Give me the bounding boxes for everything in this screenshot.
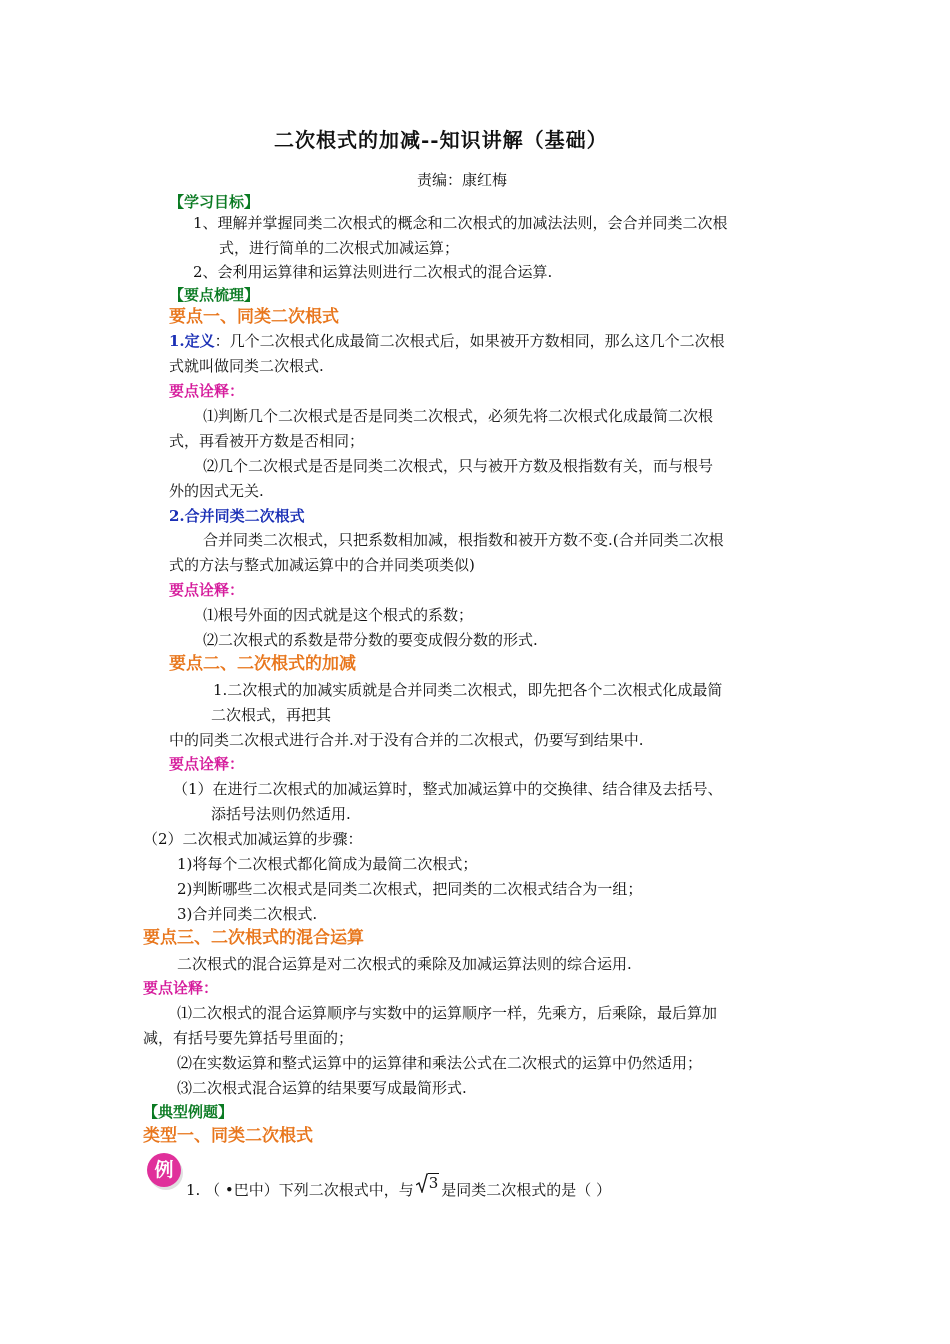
- note-4c: ⑶二次根式混合运算的结果要写成最简形式.: [177, 1079, 467, 1097]
- editor-line: 责编：康红梅: [417, 171, 508, 189]
- note-4a-line-2: 减，有括号要先算括号里面的；: [143, 1029, 354, 1047]
- note-label-3: 要点诠释：: [169, 755, 245, 773]
- merge-heading: 2.合并同类二次根式: [169, 507, 305, 525]
- note-3b: （2）二次根式加减运算的步骤：: [143, 830, 363, 848]
- note-4b: ⑵在实数运算和整式运算中的运算律和乘法公式在二次根式的运算中仍然适用；: [177, 1054, 703, 1072]
- step-3: 3)合并同类二次根式.: [177, 905, 318, 923]
- note-3a-line-2: 添括号法则仍然适用.: [211, 805, 351, 823]
- note-2a: ⑴根号外面的因式就是这个根式的系数；: [203, 606, 474, 624]
- section-key-points: 【要点梳理】: [169, 286, 260, 304]
- sqrt-3-expression: [416, 1173, 440, 1193]
- type-1-heading: 类型一、同类二次根式: [143, 1126, 313, 1146]
- goal-1-line-2: 式，进行简单的二次根式加减运算；: [219, 239, 460, 257]
- step-1: 1)将每个二次根式都化简成为最简二次根式；: [177, 855, 478, 873]
- note-2b: ⑵二次根式的系数是带分数的要变成假分数的形式.: [203, 631, 538, 649]
- goal-1-line-1: 1、理解并掌握同类二次根式的概念和二次根式的加减法法则，会合并同类二次根: [193, 214, 728, 232]
- definition-text: ：几个二次根式化成最简二次根式后，如果被开方数相同，那么这几个二次根: [214, 332, 725, 350]
- note-1b-line-1: ⑵几个二次根式是否是同类二次根式，只与被开方数及根指数有关，而与根号: [203, 457, 714, 475]
- point-2-line-1: 1.二次根式的加减实质就是合并同类二次根式，即先把各个二次根式化成最简: [213, 681, 723, 699]
- point-1-heading: 要点一、同类二次根式: [169, 307, 339, 327]
- step-2: 2)判断哪些二次根式是同类二次根式，把同类的二次根式结合为一组；: [177, 880, 643, 898]
- note-1a-line-1: ⑴判断几个二次根式是否是同类二次根式，必须先将二次根式化成最简二次根: [203, 407, 714, 425]
- note-label-2: 要点诠释：: [169, 581, 245, 599]
- note-label-1: 要点诠释：: [169, 382, 245, 400]
- goal-2: 2、会利用运算律和运算法则进行二次根式的混合运算.: [193, 263, 553, 281]
- point-2-line-3: 中的同类二次根式进行合并.对于没有合并的二次根式，仍要写到结果中.: [169, 731, 644, 749]
- definition-label: 1.定义: [169, 332, 215, 350]
- point-2-heading: 要点二、二次根式的加减: [169, 654, 356, 674]
- page-title: 二次根式的加减--知识讲解（基础）: [274, 128, 608, 152]
- definition-line-1: [169, 331, 725, 351]
- merge-line-1: 合并同类二次根式，只把系数相加减，根指数和被开方数不变.(合并同类二次根: [203, 531, 724, 549]
- question-1-suffix: 是同类二次根式的是（ ）: [441, 1181, 612, 1199]
- question-1-prefix: 1. （ •巴中）下列二次根式中，与: [186, 1181, 414, 1199]
- point-3-heading: 要点三、二次根式的混合运算: [143, 928, 364, 948]
- section-learning-goals: 【学习目标】: [169, 193, 260, 211]
- question-1: [186, 1174, 612, 1200]
- note-1a-line-2: 式，再看被开方数是否相同；: [169, 432, 365, 450]
- note-label-4: 要点诠释：: [143, 979, 219, 997]
- sqrt-radicand: 3: [428, 1174, 439, 1192]
- note-4a-line-1: ⑴二次根式的混合运算顺序与实数中的运算顺序一样，先乘方，后乘除，最后算加: [177, 1004, 718, 1022]
- section-typical-examples: 【典型例题】: [143, 1103, 234, 1121]
- point-3-line-1: 二次根式的混合运算是对二次根式的乘除及加减运算法则的综合运用.: [177, 955, 632, 973]
- note-3a-line-1: （1）在进行二次根式的加减运算时，整式加减运算中的交换律、结合律及去括号、: [173, 780, 723, 798]
- definition-line-2: 式就叫做同类二次根式.: [169, 357, 324, 375]
- radical-sign-icon: [416, 1173, 428, 1193]
- note-1b-line-2: 外的因式无关.: [169, 482, 264, 500]
- point-2-line-2: 二次根式，再把其: [211, 706, 332, 724]
- example-badge-icon: 例: [147, 1153, 181, 1187]
- merge-line-2: 式的方法与整式加减运算中的合并同类项类似): [169, 556, 475, 574]
